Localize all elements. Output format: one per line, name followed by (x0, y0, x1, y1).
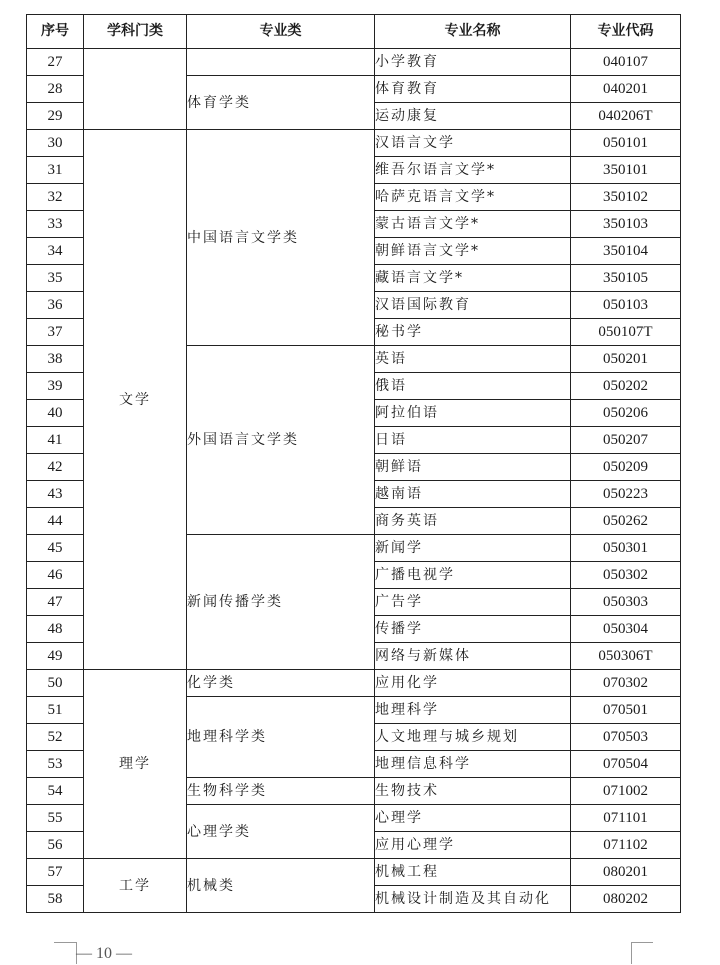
major-name-cell: 哈萨克语言文学* (375, 184, 571, 211)
crop-mark-right-vertical (631, 942, 632, 964)
serial-number-cell: 56 (27, 832, 84, 859)
major-code-cell: 071101 (571, 805, 681, 832)
serial-number-cell: 42 (27, 454, 84, 481)
serial-number-cell: 48 (27, 616, 84, 643)
major-code-cell: 040201 (571, 76, 681, 103)
major-name-cell: 藏语言文学* (375, 265, 571, 292)
major-code-cell: 350102 (571, 184, 681, 211)
major-code-cell: 050304 (571, 616, 681, 643)
major-name-cell: 网络与新媒体 (375, 643, 571, 670)
serial-number-cell: 55 (27, 805, 84, 832)
major-code-cell: 050202 (571, 373, 681, 400)
major-name-cell: 日语 (375, 427, 571, 454)
header-discipline: 学科门类 (84, 15, 187, 49)
major-code-cell: 070503 (571, 724, 681, 751)
major-name-cell: 朝鲜语言文学* (375, 238, 571, 265)
major-name-cell: 英语 (375, 346, 571, 373)
serial-number-cell: 34 (27, 238, 84, 265)
major-code-cell: 350101 (571, 157, 681, 184)
serial-number-cell: 47 (27, 589, 84, 616)
serial-number-cell: 41 (27, 427, 84, 454)
serial-number-cell: 50 (27, 670, 84, 697)
serial-number-cell: 28 (27, 76, 84, 103)
major-code-cell: 050302 (571, 562, 681, 589)
discipline-cell: 文学 (84, 130, 187, 670)
header-major-code: 专业代码 (571, 15, 681, 49)
serial-number-cell: 37 (27, 319, 84, 346)
serial-number-cell: 43 (27, 481, 84, 508)
major-name-cell: 维吾尔语言文学* (375, 157, 571, 184)
serial-number-cell: 31 (27, 157, 84, 184)
major-name-cell: 新闻学 (375, 535, 571, 562)
major-name-cell: 阿拉伯语 (375, 400, 571, 427)
major-name-cell: 应用心理学 (375, 832, 571, 859)
table-body (27, 49, 681, 913)
crop-mark-left-horizontal (54, 942, 76, 943)
major-class-cell: 体育学类 (187, 76, 375, 130)
major-name-cell: 汉语国际教育 (375, 292, 571, 319)
major-class-cell: 生物科学类 (187, 778, 375, 805)
major-code-cell: 050303 (571, 589, 681, 616)
crop-mark-right-horizontal (631, 942, 653, 943)
major-name-cell: 商务英语 (375, 508, 571, 535)
major-code-cell: 050262 (571, 508, 681, 535)
major-code-cell: 050207 (571, 427, 681, 454)
discipline-cell: 工学 (84, 859, 187, 913)
serial-number-cell: 27 (27, 49, 84, 76)
major-name-cell: 蒙古语言文学* (375, 211, 571, 238)
major-code-cell: 350105 (571, 265, 681, 292)
table-row (27, 130, 681, 157)
discipline-cell (84, 49, 187, 130)
serial-number-cell: 40 (27, 400, 84, 427)
major-code-cell: 050223 (571, 481, 681, 508)
majors-table (26, 14, 681, 913)
serial-number-cell: 49 (27, 643, 84, 670)
major-name-cell: 机械工程 (375, 859, 571, 886)
serial-number-cell: 51 (27, 697, 84, 724)
major-name-cell: 朝鲜语 (375, 454, 571, 481)
major-code-cell: 080201 (571, 859, 681, 886)
header-row (27, 15, 681, 49)
table-row (27, 859, 681, 886)
serial-number-cell: 33 (27, 211, 84, 238)
serial-number-cell: 45 (27, 535, 84, 562)
major-class-cell: 新闻传播学类 (187, 535, 375, 670)
major-name-cell: 应用化学 (375, 670, 571, 697)
major-code-cell: 070501 (571, 697, 681, 724)
page-number-dash-left: — (76, 945, 96, 962)
serial-number-cell: 32 (27, 184, 84, 211)
major-name-cell: 运动康复 (375, 103, 571, 130)
major-code-cell: 080202 (571, 886, 681, 913)
header-serial-number: 序号 (27, 15, 84, 49)
major-code-cell: 050206 (571, 400, 681, 427)
serial-number-cell: 36 (27, 292, 84, 319)
major-code-cell: 350103 (571, 211, 681, 238)
major-class-cell: 化学类 (187, 670, 375, 697)
major-code-cell: 050306T (571, 643, 681, 670)
major-name-cell: 传播学 (375, 616, 571, 643)
header-major-name: 专业名称 (375, 15, 571, 49)
page-number (76, 945, 132, 963)
serial-number-cell: 29 (27, 103, 84, 130)
major-code-cell: 050301 (571, 535, 681, 562)
major-code-cell: 071002 (571, 778, 681, 805)
discipline-cell: 理学 (84, 670, 187, 859)
major-class-cell: 机械类 (187, 859, 375, 913)
serial-number-cell: 53 (27, 751, 84, 778)
major-name-cell: 地理信息科学 (375, 751, 571, 778)
major-name-cell: 越南语 (375, 481, 571, 508)
major-name-cell: 汉语言文学 (375, 130, 571, 157)
major-code-cell: 050209 (571, 454, 681, 481)
major-code-cell: 040206T (571, 103, 681, 130)
major-name-cell: 机械设计制造及其自动化 (375, 886, 571, 913)
major-name-cell: 秘书学 (375, 319, 571, 346)
serial-number-cell: 57 (27, 859, 84, 886)
major-name-cell: 广播电视学 (375, 562, 571, 589)
major-name-cell: 人文地理与城乡规划 (375, 724, 571, 751)
header-major-class: 专业类 (187, 15, 375, 49)
major-code-cell: 350104 (571, 238, 681, 265)
page-number-value: 10 (96, 945, 112, 962)
major-code-cell: 050201 (571, 346, 681, 373)
major-name-cell: 广告学 (375, 589, 571, 616)
serial-number-cell: 35 (27, 265, 84, 292)
major-class-cell: 中国语言文学类 (187, 130, 375, 346)
table-row (27, 670, 681, 697)
major-code-cell: 040107 (571, 49, 681, 76)
page-number-dash-right: — (112, 945, 132, 962)
major-name-cell: 体育教育 (375, 76, 571, 103)
major-code-cell: 071102 (571, 832, 681, 859)
major-name-cell: 心理学 (375, 805, 571, 832)
major-code-cell: 070302 (571, 670, 681, 697)
serial-number-cell: 44 (27, 508, 84, 535)
major-class-cell: 心理学类 (187, 805, 375, 859)
serial-number-cell: 46 (27, 562, 84, 589)
serial-number-cell: 58 (27, 886, 84, 913)
major-code-cell: 050101 (571, 130, 681, 157)
major-class-cell: 地理科学类 (187, 697, 375, 778)
major-name-cell: 生物技术 (375, 778, 571, 805)
serial-number-cell: 38 (27, 346, 84, 373)
serial-number-cell: 30 (27, 130, 84, 157)
major-name-cell: 俄语 (375, 373, 571, 400)
major-code-cell: 070504 (571, 751, 681, 778)
major-name-cell: 小学教育 (375, 49, 571, 76)
table-row (27, 49, 681, 76)
major-code-cell: 050103 (571, 292, 681, 319)
major-class-cell: 外国语言文学类 (187, 346, 375, 535)
major-name-cell: 地理科学 (375, 697, 571, 724)
major-class-cell (187, 49, 375, 76)
major-code-cell: 050107T (571, 319, 681, 346)
serial-number-cell: 54 (27, 778, 84, 805)
serial-number-cell: 39 (27, 373, 84, 400)
serial-number-cell: 52 (27, 724, 84, 751)
